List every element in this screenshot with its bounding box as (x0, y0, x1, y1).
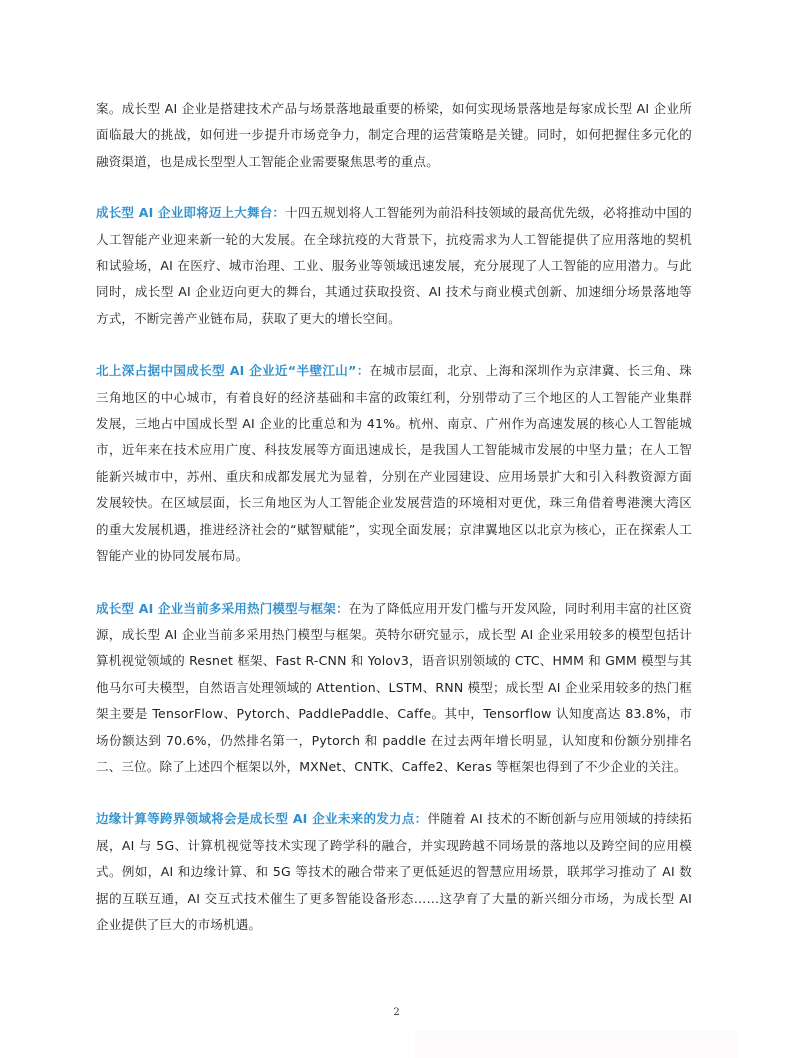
section-paragraph-edge (96, 806, 692, 938)
section-heading-frameworks: 成长型 AI 企业当前多采用热门模型与框架： (96, 600, 349, 616)
section-body-cities: 在城市层面，北京、上海和深圳作为京津冀、长三角、珠三角地区的中心城市，有着良好的经济基础和丰富的政策红利，分别带动了三个地区的人工智能产业集群发展，三地占中国成长型 AI 企业的比重总和为 41%。杭州、南京、广州作为高速发展的核心人工智能城市，近年来在技术应用广度、科技发展等方面迅速成长，是我国人工智能城市发展的中坚力量；在人工智能新兴城市中，苏州、重庆和成都发展尤为显着，分别在产业园建设、应用场景扩大和引入科教资源方面发展较快。在区域层面，长三角地区为人工智能企业发展营造的环境相对更优，珠三角借着粤港澳大湾区的重大发展机遇，推进经济社会的“赋智赋能”，实现全面发展；京津翼地区以北京为核心，正在探索人工智能产业的协同发展布局。 (96, 363, 692, 564)
section-heading-stage: 成长型 AI 企业即将迈上大舞台： (96, 205, 286, 221)
section-body-stage: 十四五规划将人工智能列为前沿科技领域的最高优先级，必将推动中国的人工智能产业迎来新一轮的大发展。在全球抗疫的大背景下，抗疫需求为人工智能提供了应用落地的契机和试验场，AI 在医疗、城市治理、工业、服务业等领域迅速发展，充分展现了人工智能的应用潜力。与此同时，成长型 AI 企业迈向更大的舞台，其通过获取投资、AI 技术与商业模式创新、加速细分场景落地等方式，不断完善产业链布局，获取了更大的增长空间。 (96, 205, 693, 326)
section-body-edge: 伴随着 AI 技术的不断创新与应用领域的持续拓展，AI 与 5G、计算机视觉等技术实现了跨学科的融合，并实现跨越不同场景的落地以及跨空间的应用模式。例如，AI 和边缘计算、和 5G 等技术的融合带来了更低延迟的智慧应用场景，联邦学习推动了 AI 数据的互联互通，AI 交互式技术催生了更多智能设备形态……这孕育了大量的新兴细分市场，为成长型 AI 企业提供了巨大的市场机遇。 (96, 811, 692, 932)
intro-paragraph: 案。成长型 AI 企业是搭建技术产品与场景落地最重要的桥梁，如何实现场景落地是每家成长型 AI 企业所面临最大的挑战，如何进一步提升市场竞争力，制定合理的运营策略是关键。同时，如何把握住多元化的融资渠道，也是成长型型人工智能企业需要聚焦思考的重点。 (96, 101, 692, 169)
section-paragraph-frameworks (96, 596, 692, 781)
section-heading-cities: 北上深占据中国成长型 AI 企业近“半壁江山”： (96, 363, 370, 379)
page-number: 2 (393, 1007, 400, 1018)
document-body (96, 96, 692, 964)
footer-shade (415, 1030, 738, 1058)
section-body-frameworks: 在为了降低应用开发门槛与开发风险，同时利用丰富的社区资源，成长型 AI 企业当前多采用热门模型与框架。英特尔研究显示，成长型 AI 企业采用较多的模型包括计算机视觉领域的 Resnet 框架、Fast R-CNN 和 Yolov3，语音识别领域的 CTC、HMM 和 GMM 模型与其他马尔可夫模型，自然语言处理领域的 Attention、LSTM、RNN 模型；成长型 AI 企业采用较多的热门框架主要是 TensorFlow、Pytorch、PaddlePaddle、Caffe。其中，Tensorflow 认知度高达 83.8%，市场份额达到 70.6%，仍然排名第一，Pytorch 和 paddle 在过去两年增长明显，认知度和份额分别排名二、三位。除了上述四个框架以外，MXNet、CNTK、Caffe2、Keras 等框架也得到了不少企业的关注。 (96, 600, 692, 774)
section-paragraph-stage (96, 200, 692, 332)
section-paragraph-cities (96, 358, 692, 569)
section-heading-edge: 边缘计算等跨界领域将会是成长型 AI 企业未来的发力点： (96, 811, 428, 827)
